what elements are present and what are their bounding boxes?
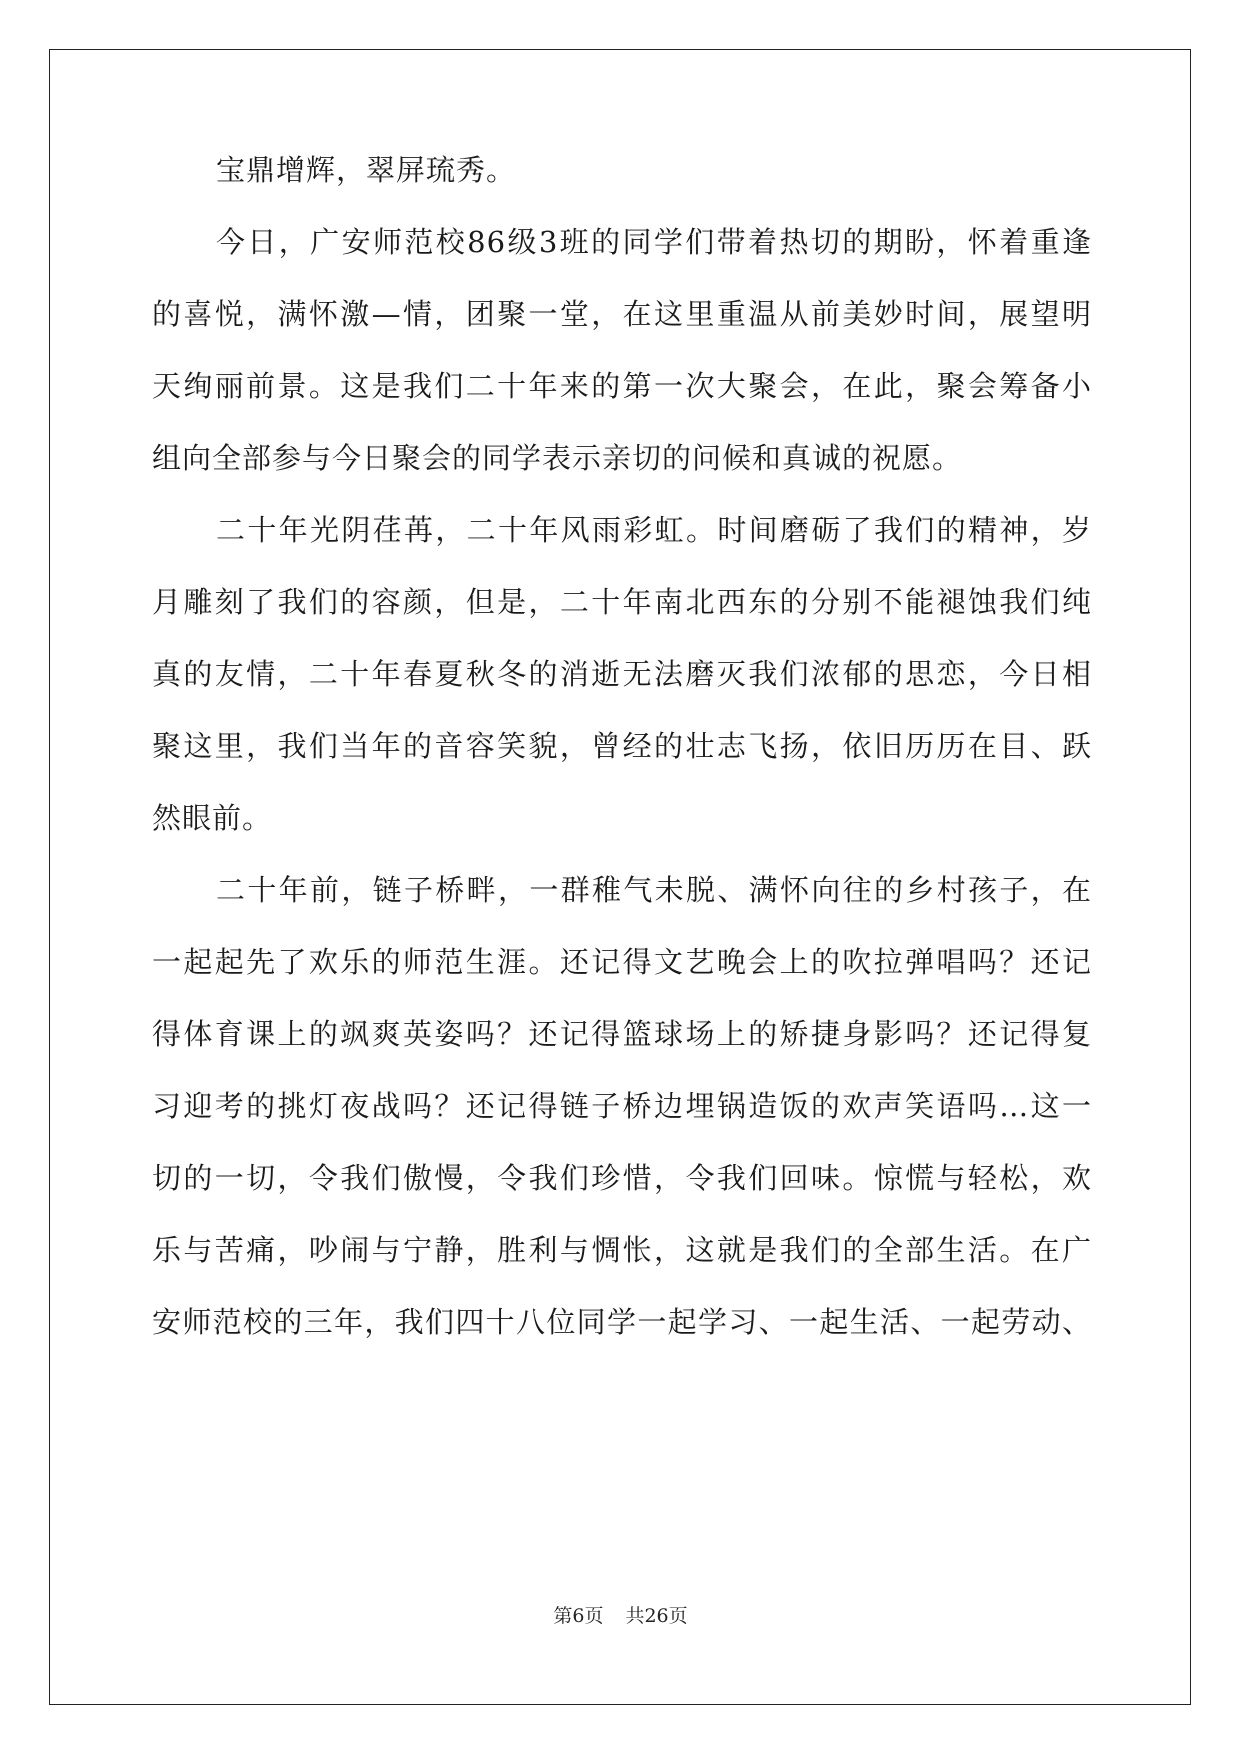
text-line: 安师范校的三年，我们四十八位同学一起学习、一起生活、一起劳动、 bbox=[152, 1305, 1092, 1339]
text-line: 习迎考的挑灯夜战吗？还记得链子桥边埋锅造饭的欢声笑语吗…这一 bbox=[152, 1089, 1092, 1123]
page-number: 第6页 bbox=[553, 1605, 604, 1627]
text-line: 聚这里，我们当年的音容笑貌，曾经的壮志飞扬，依旧历历在目、跃 bbox=[152, 729, 1092, 763]
text-line: 今日，广安师范校86级3班的同学们带着热切的期盼，怀着重逢 bbox=[216, 225, 1092, 259]
text-line: 宝鼎增辉，翠屏琉秀。 bbox=[216, 153, 517, 187]
page-footer bbox=[0, 1604, 1241, 1628]
text-line: 真的友情，二十年春夏秋冬的消逝无法磨灭我们浓郁的思恋，今日相 bbox=[152, 657, 1092, 691]
text-line: 月雕刻了我们的容颜，但是，二十年南北西东的分别不能褪蚀我们纯 bbox=[152, 585, 1092, 619]
text-line: 组向全部参与今日聚会的同学表示亲切的问候和真诚的祝愿。 bbox=[152, 441, 963, 475]
text-line: 乐与苦痛，吵闹与宁静，胜利与惆怅，这就是我们的全部生活。在广 bbox=[152, 1233, 1092, 1267]
page-total: 共26页 bbox=[625, 1605, 688, 1627]
text-line: 切的一切，令我们傲慢，令我们珍惜，令我们回味。惊慌与轻松，欢 bbox=[152, 1161, 1092, 1195]
text-line: 一起起先了欢乐的师范生涯。还记得文艺晚会上的吹拉弹唱吗？还记 bbox=[152, 945, 1092, 979]
text-line: 二十年前，链子桥畔，一群稚气未脱、满怀向往的乡村孩子，在 bbox=[216, 873, 1092, 907]
text-line: 天绚丽前景。这是我们二十年来的第一次大聚会，在此，聚会筹备小 bbox=[152, 369, 1092, 403]
text-line: 二十年光阴荏苒，二十年风雨彩虹。时间磨砺了我们的精神，岁 bbox=[216, 513, 1092, 547]
text-line: 然眼前。 bbox=[152, 801, 273, 835]
text-line: 得体育课上的飒爽英姿吗？还记得篮球场上的矫捷身影吗？还记得复 bbox=[152, 1017, 1092, 1051]
text-line: 的喜悦，满怀激—情，团聚一堂，在这里重温从前美妙时间，展望明 bbox=[152, 297, 1092, 331]
